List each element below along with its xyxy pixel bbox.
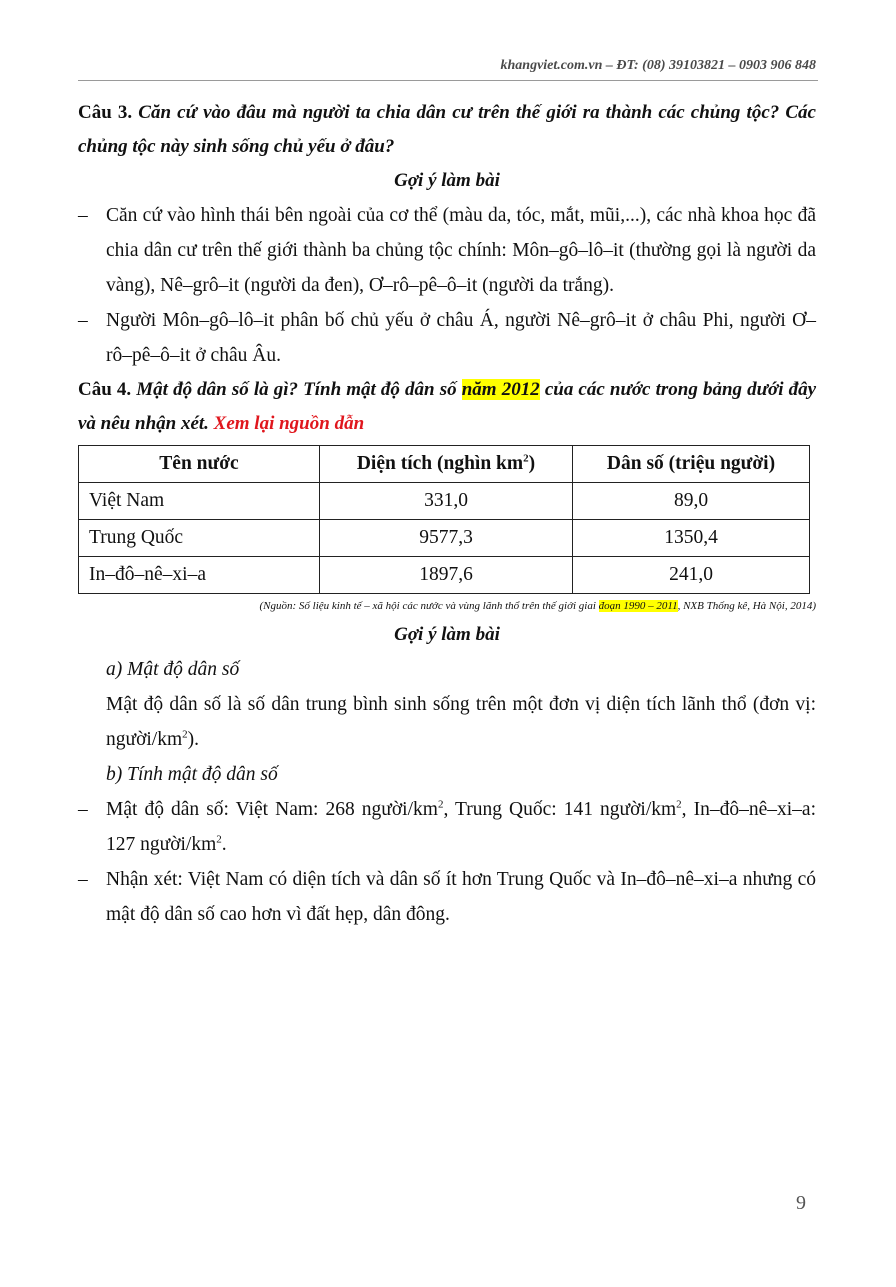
question-3-text: Căn cứ vào đâu mà người ta chia dân cư trên thế giới ra thành các chủng tộc? Các chủng tộc này sinh sống chủ yếu ở đâu? (78, 102, 816, 157)
header-area-close: ) (528, 453, 536, 474)
cell-area: 1897,6 (320, 557, 573, 594)
definition-before: Mật độ dân số là số dân trung bình sinh sống trên một đơn vị diện tích lãnh thổ (đơn vị: người/km (106, 694, 816, 750)
table-header-row (79, 446, 810, 483)
source-before: (Nguồn: Số liệu kinh tế – xã hội các nước và vùng lãnh thổ trên thế giới giai (259, 600, 599, 612)
remark-bullet (78, 862, 816, 932)
population-table (78, 445, 810, 594)
definition-after: ). (187, 729, 200, 750)
dash-marker: – (78, 310, 88, 331)
header-divider (78, 80, 818, 81)
cell-area: 9577,3 (320, 520, 573, 557)
density-sup-2: 2 (676, 798, 682, 811)
question-4-red-note: Xem lại nguồn dẫn (213, 413, 365, 434)
question-3 (78, 96, 816, 164)
q3-bullet-1 (78, 198, 816, 303)
cell-country: Việt Nam (79, 483, 320, 520)
dash-marker: – (78, 205, 88, 226)
density-sup-1: 2 (437, 798, 444, 811)
page-header: khangviet.com.vn – ĐT: (08) 39103821 – 0903 906 848 (500, 58, 816, 73)
source-after: , NXB Thống kê, Hà Nội, 2014) (677, 600, 816, 612)
question-4-text-before: Mật độ dân số là gì? Tính mật độ dân số (136, 379, 462, 400)
density-bullet (78, 792, 816, 862)
header-area (320, 446, 573, 483)
question-4 (78, 373, 816, 441)
page-content (78, 96, 816, 932)
q3-bullet-2-text: Người Môn–gô–lô–it phân bố chủ yếu ở châu Á, người Nê–grô–it ở châu Phi, người Ơ–rô–pê–ô–it ở châu Âu. (106, 310, 816, 366)
definition-paragraph (78, 687, 816, 757)
density-text-1: Mật độ dân số: Việt Nam: 268 người/km (106, 799, 438, 820)
header-population: Dân số (triệu người) (573, 446, 810, 483)
part-b-heading: b) Tính mật độ dân số (106, 764, 278, 785)
hint-heading-q4: Gợi ý làm bài (394, 624, 500, 645)
density-sup-3: 2 (216, 833, 222, 846)
remark-text: Nhận xét: Việt Nam có diện tích và dân số ít hơn Trung Quốc và In–đô–nê–xi–a nhưng có mật độ dân số cao hơn vì đất hẹp, dân đông. (106, 869, 816, 925)
density-text-2: , Trung Quốc: 141 người/km (443, 799, 677, 820)
part-a-heading: a) Mật độ dân số (106, 659, 240, 680)
q3-bullet-1-text: Căn cứ vào hình thái bên ngoài của cơ thể (màu da, tóc, mắt, mũi,...), các nhà khoa học đã chia dân cư trên thế giới thành ba chủng tộc chính: Môn–gô–lô–it (thường gọi là người da vàng), Nê–grô–it (người da đen), Ơ–rô–pê–ô–it (người da trắng). (106, 205, 816, 296)
question-4-highlight: năm 2012 (461, 379, 540, 400)
hint-heading-q3: Gợi ý làm bài (394, 170, 500, 191)
definition-sup: 2 (182, 728, 188, 741)
table-row (79, 483, 810, 520)
question-4-label: Câu 4. (78, 379, 132, 400)
cell-population: 89,0 (573, 483, 810, 520)
cell-country: In–đô–nê–xi–a (79, 557, 320, 594)
cell-country: Trung Quốc (79, 520, 320, 557)
table-row (79, 557, 810, 594)
source-highlight: đoạn 1990 – 2011 (598, 600, 678, 612)
header-country: Tên nước (79, 446, 320, 483)
header-area-text: Diện tích (nghìn km (356, 453, 524, 474)
cell-population: 241,0 (573, 557, 810, 594)
density-end: . (221, 834, 227, 855)
header-area-sup: 2 (523, 452, 529, 465)
density-text-3: , In–đô–nê–xi–a: 127 người/km (106, 799, 816, 855)
table-source (78, 598, 816, 614)
question-3-label: Câu 3. (78, 102, 133, 123)
dash-marker: – (78, 869, 88, 890)
cell-population: 1350,4 (573, 520, 810, 557)
dash-marker: – (78, 799, 88, 820)
question-4-text-after: của các nước trong bảng dưới đây và nêu nhận xét. (78, 379, 817, 434)
q3-bullet-2 (78, 303, 816, 373)
page-number: 9 (796, 1192, 806, 1214)
table-row (79, 520, 810, 557)
cell-area: 331,0 (320, 483, 573, 520)
